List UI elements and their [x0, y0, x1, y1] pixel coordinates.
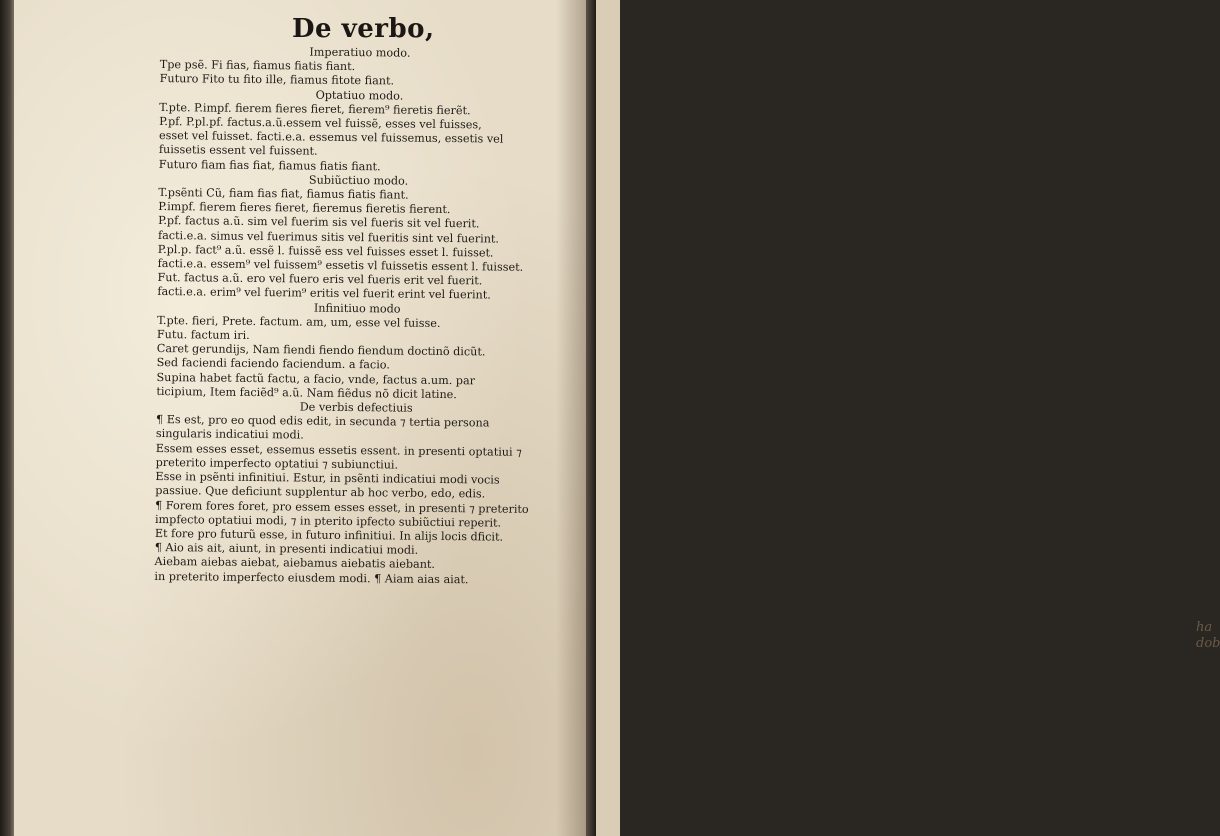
text-line: fuissetis essent vel fuissent. [158, 143, 318, 159]
text-line: facti.e.a. erim⁹ vel fuerim⁹ eritis vel fuerit erint vel fuerint. [157, 285, 491, 302]
text-line: Futu. factum iri. [156, 328, 250, 343]
text-line: Futuro Fito tu fito ille, fiamus fitote fiant. [159, 72, 395, 88]
text-line: esset vel fuisset. facti.e.a. essemus vel fuissemus, essetis vel [158, 129, 504, 146]
text-line: impfecto optatiui modi, ⁊ in pterito ipfecto subiũctiui reperit. [154, 512, 502, 530]
margin-note: ha dob [1196, 620, 1220, 651]
section-heading: Subiũctiuo modo. [308, 173, 409, 188]
text-line: Esse in psẽnti infinitiui. Estur, in psẽnti indicatiui modi vocis [155, 470, 500, 487]
text-line: facti.e.a. essem⁹ vel fuissem⁹ essetis vl fuissetis essent l. fuisset. [157, 257, 524, 274]
running-header: De verbo, [292, 14, 435, 44]
text-line: Fut. factus a.ũ. ero vel fuero eris vel fueris erit vel fuerit. [157, 271, 483, 288]
book-page [14, 0, 586, 836]
text-line: Caret gerundijs, Nam fiendi fiendo fiendum doctinõ dicũt. [156, 342, 486, 359]
text-line: ¶ Aio ais ait, aiunt, in presenti indicatiui modi. [154, 541, 419, 557]
text-line: ¶ Forem fores foret, pro essem esses esset, in presenti ⁊ preterito [155, 498, 529, 516]
text-line: passiue. Que deficiunt supplentur ab hoc verbo, edo, edis. [155, 484, 486, 501]
text-line: P.pf. factus a.ũ. sim vel fuerim sis vel fueris sit vel fuerit. [158, 214, 480, 231]
text-line: T.psẽnti Cũ, fiam fias fiat, fiamus fiatis fiant. [158, 186, 409, 202]
text-line: T.pte. fieri, Prete. factum. am, um, esse vel fuisse. [157, 313, 441, 330]
section-heading: Imperatiuo modo. [309, 45, 411, 60]
text-line: P.pl.p. fact⁹ a.ũ. essẽ l. fuissẽ ess vel fuisses esset l. fuisset. [157, 242, 494, 260]
text-line: P.impf. fierem fieres fieret, fieremus fieretis fierent. [158, 200, 451, 217]
text-line: Essem esses esset, essemus essetis essent. in presenti optatiui ⁊ [155, 441, 522, 459]
section-heading: Infinitiuo modo [313, 301, 401, 316]
text-line: Sed faciendi faciendo faciendum. a facio. [156, 356, 390, 372]
facing-page-edge [596, 0, 1220, 836]
text-line: Et fore pro futurũ esse, in futuro infinitiui. In alijs locis dficit. [154, 526, 504, 544]
text-line: preterito imperfecto optatiui ⁊ subiunctiui. [155, 455, 399, 472]
text-line: ¶ Es est, pro eo quod edis edit, in secunda ⁊ tertia persona [155, 413, 490, 430]
text-line: in preterito imperfecto eiusdem modi. ¶ Aiam aias aiat. [154, 569, 469, 586]
text-line: Supina habet factũ factu, a facio, vnde, factus a.um. par [156, 370, 476, 387]
text-line: Futuro fiam fias fiat, fiamus fiatis fiant. [158, 157, 381, 173]
text-line: Tpe psẽ. Fi fias, fiamus fiatis fiant. [159, 58, 356, 74]
text-line: singularis indicatiui modi. [155, 427, 304, 443]
left-binding-edge [0, 0, 14, 836]
section-heading: Optatiuo modo. [315, 88, 404, 103]
text-line: facti.e.a. simus vel fuerimus sitis vel fueritis sint vel fuerint. [157, 228, 500, 246]
page-curl-shadow [556, 0, 586, 836]
section-heading: De verbis defectiuis [299, 400, 413, 415]
text-line: P.pf. P.pl.pf. factus.a.ũ.essem vel fuissẽ, esses vel fuisses, [159, 115, 482, 132]
page-text-block [154, 44, 560, 588]
text-line: ticipium, Item faciẽd⁹ a.ũ. Nam fiẽdus nõ dicit latine. [156, 384, 457, 402]
text-line: T.pte. P.impf. fierem fieres fieret, fierem⁹ fieretis fierẽt. [159, 100, 471, 118]
book-gutter [586, 0, 596, 836]
text-line: Aiebam aiebas aiebat, aiebamus aiebatis aiebant. [154, 555, 436, 572]
